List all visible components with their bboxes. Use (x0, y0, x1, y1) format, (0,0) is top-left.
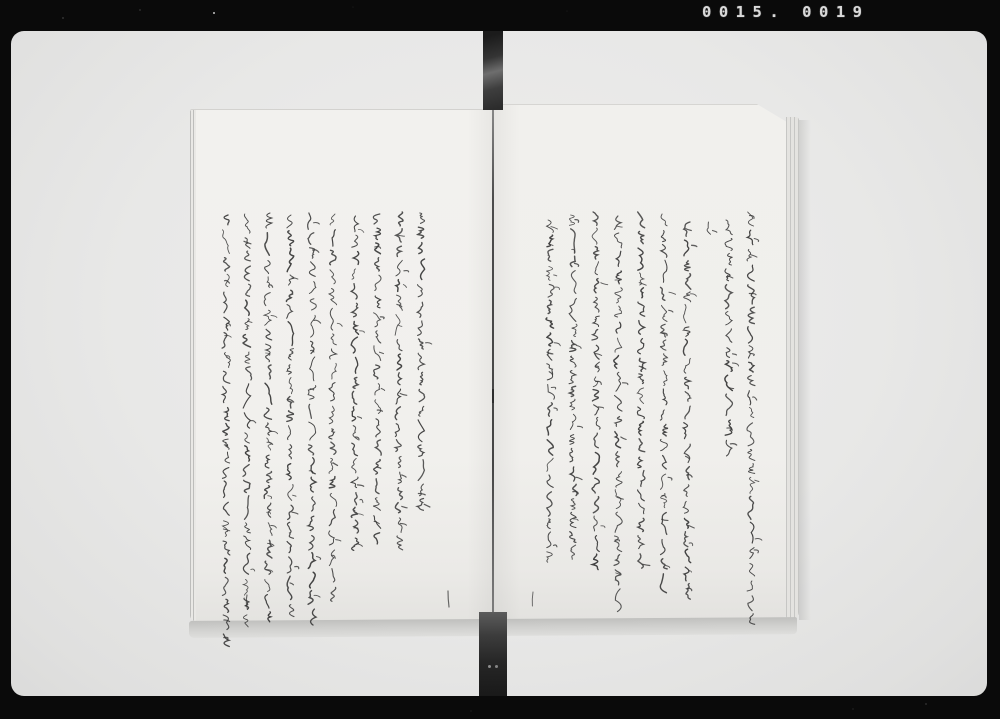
left-page-gutter-shade (467, 110, 493, 621)
page-edge-stack-left (190, 110, 196, 621)
binding-strap-top (483, 31, 503, 110)
film-frame-counter (702, 3, 870, 21)
frame-counter-right: 0019 (802, 3, 870, 21)
page-edge-stack-right (786, 117, 799, 618)
binding-strap-bottom (479, 612, 507, 696)
book-spine-crease (492, 106, 494, 620)
right-page-gutter-shade (494, 105, 520, 620)
book-edge-shadow (799, 120, 811, 620)
frame-counter-left: 0015. (702, 3, 787, 21)
film-dust-specks (0, 0, 2, 2)
right-page (494, 104, 786, 620)
left-page (190, 109, 493, 621)
